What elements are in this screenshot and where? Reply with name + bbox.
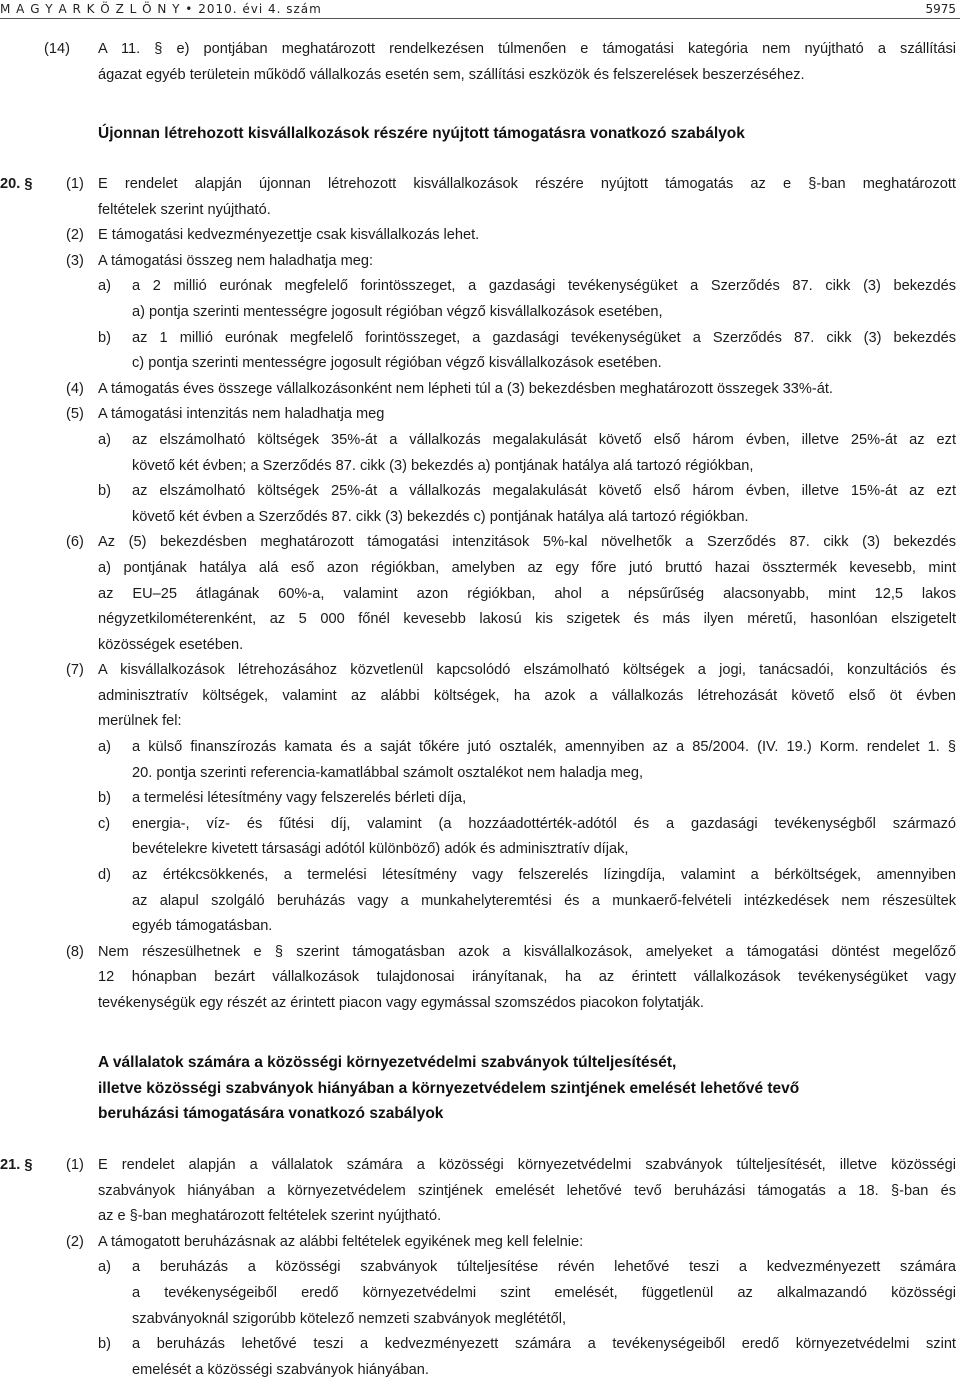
paragraph-number: (3) xyxy=(66,252,84,269)
text-line: E rendelet alapján újonnan létrehozott kisvállalkozások részére nyújtott támogatás az e §-ban meghatározott xyxy=(98,176,956,192)
text-line: a 2 millió eurónak megfelelő forintösszeget, a gazdasági tevékenységüket a Szerződés 87. cikk (3) bekezdés xyxy=(132,278,956,295)
journal-title: M A G Y A R K Ö Z L Ö N Y • 2010. évi 4. szám xyxy=(0,2,322,16)
text-line: közösségek esetében. xyxy=(98,636,244,653)
text-line: egyéb támogatásban. xyxy=(132,918,273,935)
text-line: energia-, víz- és fűtési díj, valamint (a hozzáadottérték-adótól és a gazdasági tevékenységből származó xyxy=(132,815,956,832)
text-line: bevételekre kivetett társasági adótól különböző) adók és adminisztratív díjak, xyxy=(132,841,629,858)
text-line: az értékcsökkenés, a termelési létesítmény vagy felszerelés lízingdíja, valamint a bérköltségek, amennyiben xyxy=(132,867,956,884)
text-line: A támogatott beruházásnak az alábbi feltételek egyikének meg kell felelnie: xyxy=(98,1233,584,1250)
text-line: szabványok hiányában a környezetvédelem szintjének emelését lehetővé tevő beruházási támogatás a 18. §-ban és xyxy=(98,1182,956,1199)
point-label: a) xyxy=(98,278,111,295)
text-line: a) pontjának hatálya alá eső azon régiókban, amelyben az egy főre jutó bruttó hazai össztermék kevesebb, mint xyxy=(98,559,956,576)
item-number: (14) xyxy=(44,41,70,57)
point-label: b) xyxy=(98,790,111,807)
text-line: az elszámolható költségek 35%-át a vállalkozás megalakulását követő első három évben, illetve 25%-át az ezt xyxy=(132,431,956,448)
section-heading xyxy=(98,1050,960,1127)
text-line: az alapul szolgáló beruházás vagy a munkahelyteremtési és a munkaerő-felvételi intézkedések nem részesültek xyxy=(132,892,956,909)
text-line: ágazat egyéb területein működő vállalkozás esetén sem, szállítási eszközök és felszerelések beszerzéséhez. xyxy=(98,66,805,83)
paragraph-number: (5) xyxy=(66,406,84,423)
text-line: c) pontja szerinti mentességre jogosult régióban végző kisvállalkozások esetében. xyxy=(132,355,662,372)
point-label: a) xyxy=(98,739,111,756)
text-line: emelését a közösségi szabványok hiányában. xyxy=(132,1361,429,1378)
text-line: négyzetkilométerenként, az 5 000 főnél kevesebb lakosú kis szigetek és más ilyen méretű, hasonlóan elszigetelt xyxy=(98,611,956,628)
item-14 xyxy=(0,37,960,88)
text-line: követő két évben a Szerződés 87. cikk (3) bekezdés c) pontjának hatálya alá tartozó régiókban. xyxy=(132,508,749,525)
text-line: A támogatási intenzitás nem haladhatja meg xyxy=(98,406,385,423)
header-divider xyxy=(0,18,960,19)
text-line: a beruházás a közösségi szabványok túlteljesítése révén lehetővé teszi a kedvezményezett számára xyxy=(132,1259,956,1276)
paragraph-number: (1) xyxy=(66,176,84,192)
text-line: merülnek fel: xyxy=(98,713,182,730)
paragraph-number: (1) xyxy=(66,1157,84,1173)
paragraph-number: (2) xyxy=(66,227,84,244)
point-label: d) xyxy=(98,867,111,884)
text-line: tevékenységük egy részét az érintett piacon vagy egymással szomszédos piacokon folytatják. xyxy=(98,995,704,1011)
text-line: az elszámolható költségek 25%-át a vállalkozás megalakulását követő első három évben, illetve 15%-át az ezt xyxy=(132,483,956,500)
text-line: a tevékenységeiből eredő környezetvédelmi szint emelését, függetlenül az alkalmazandó közösségi xyxy=(132,1284,956,1301)
text-line: Nem részesülhetnek e § szerint támogatásban azok a kisvállalkozások, amelyeket a támogatási döntést megelőző xyxy=(98,943,956,960)
section-21 xyxy=(0,1153,960,1383)
section-number: 21. § xyxy=(0,1157,33,1173)
heading-line: beruházási támogatására vonatkozó szabályok xyxy=(98,1105,444,1123)
text-line: az e §-ban meghatározott feltételek szerint nyújtható. xyxy=(98,1208,442,1225)
text-line: a külső finanszírozás kamata és a saját tőkére jutó osztalék, amennyiben az a 85/2004. (IV. 19.) Korm. rendelet 1. § xyxy=(132,739,956,756)
heading-line: A vállalatok számára a közösségi környezetvédelmi szabványok túlteljesítését, xyxy=(98,1054,677,1071)
text-line: az EU–25 átlagának 60%-a, valamint azon régiókban, ahol a népsűrűség alacsonyabb, mint 12,5 lakos xyxy=(98,585,956,602)
text-line: 12 hónapban bezárt vállalkozások tulajdonosai irányítanak, ha az érintett vállalkozások tevékenységüket vagy xyxy=(98,969,956,986)
text-line: A kisvállalkozások létrehozásához közvetlenül kapcsolódó elszámolható költségek a jogi, tanácsadói, konzultációs és xyxy=(98,662,956,679)
page-number: 5975 xyxy=(925,2,956,16)
point-label: a) xyxy=(98,431,111,448)
text-line: 20. pontja szerinti referencia-kamatlábbal számolt osztalékot nem haladja meg, xyxy=(132,764,644,781)
paragraph-number: (8) xyxy=(66,943,84,960)
text-line: a beruházás lehetővé teszi a kedvezményezett számára a tevékenységeiből eredő környezetvédelmi szint xyxy=(132,1336,956,1353)
heading-line: illetve közösségi szabványok hiányában a környezetvédelem szintjének emelését lehetővé tevő xyxy=(98,1079,800,1097)
section-heading: Újonnan létrehozott kisvállalkozások részére nyújtott támogatásra vonatkozó szabályok xyxy=(98,125,745,142)
text-line: A 11. § e) pontjában meghatározott rendelkezésen túlmenően e támogatási kategória nem nyújtható a szállítási xyxy=(98,41,956,57)
point-label: b) xyxy=(98,483,111,500)
paragraph-number: (7) xyxy=(66,662,84,679)
text-line: adminisztratív költségek, valamint az alábbi költségek, ha azok a vállalkozás létrehozását követő első öt évben xyxy=(98,687,956,704)
point-label: b) xyxy=(98,329,111,346)
text-line: a termelési létesítmény vagy felszerelés bérleti díja, xyxy=(132,790,467,807)
text-line: feltételek szerint nyújtható. xyxy=(98,201,271,218)
text-line: szabványoknál szigorúbb kötelező nemzeti szabványok meglététől, xyxy=(132,1310,567,1327)
text-line: Az (5) bekezdésben meghatározott támogatási intenzitások 5%-kal növelhetők a Szerződés 87. cikk (3) bekezdés xyxy=(98,534,956,551)
running-header xyxy=(0,0,960,18)
paragraph-number: (6) xyxy=(66,534,84,551)
text-line: E rendelet alapján a vállalatok számára a közösségi környezetvédelmi szabványok túlteljesítését, illetve közösségi xyxy=(98,1157,956,1173)
section-number: 20. § xyxy=(0,176,33,192)
text-line: A támogatás éves összege vállalkozásonként nem lépheti túl a (3) bekezdésben meghatározott összegek 33%-át. xyxy=(98,380,833,397)
text-line: követő két évben; a Szerződés 87. cikk (3) bekezdés a) pontjának hatálya alá tartozó régiókban, xyxy=(132,457,754,474)
text-line: E támogatási kedvezményezettje csak kisvállalkozás lehet. xyxy=(98,227,480,244)
point-label: a) xyxy=(98,1259,111,1276)
paragraph-number: (2) xyxy=(66,1233,84,1250)
text-line: A támogatási összeg nem haladhatja meg: xyxy=(98,252,374,269)
paragraph-number: (4) xyxy=(66,380,84,397)
text-line: a) pontja szerinti mentességre jogosult régióban végző kisvállalkozások esetében, xyxy=(132,303,663,320)
point-label: c) xyxy=(98,815,111,832)
point-label: b) xyxy=(98,1336,111,1353)
section-20 xyxy=(0,172,960,1017)
text-line: az 1 millió eurónak megfelelő forintösszeget, a gazdasági tevékenységüket a Szerződés 87. cikk (3) bekezdés xyxy=(132,329,956,346)
